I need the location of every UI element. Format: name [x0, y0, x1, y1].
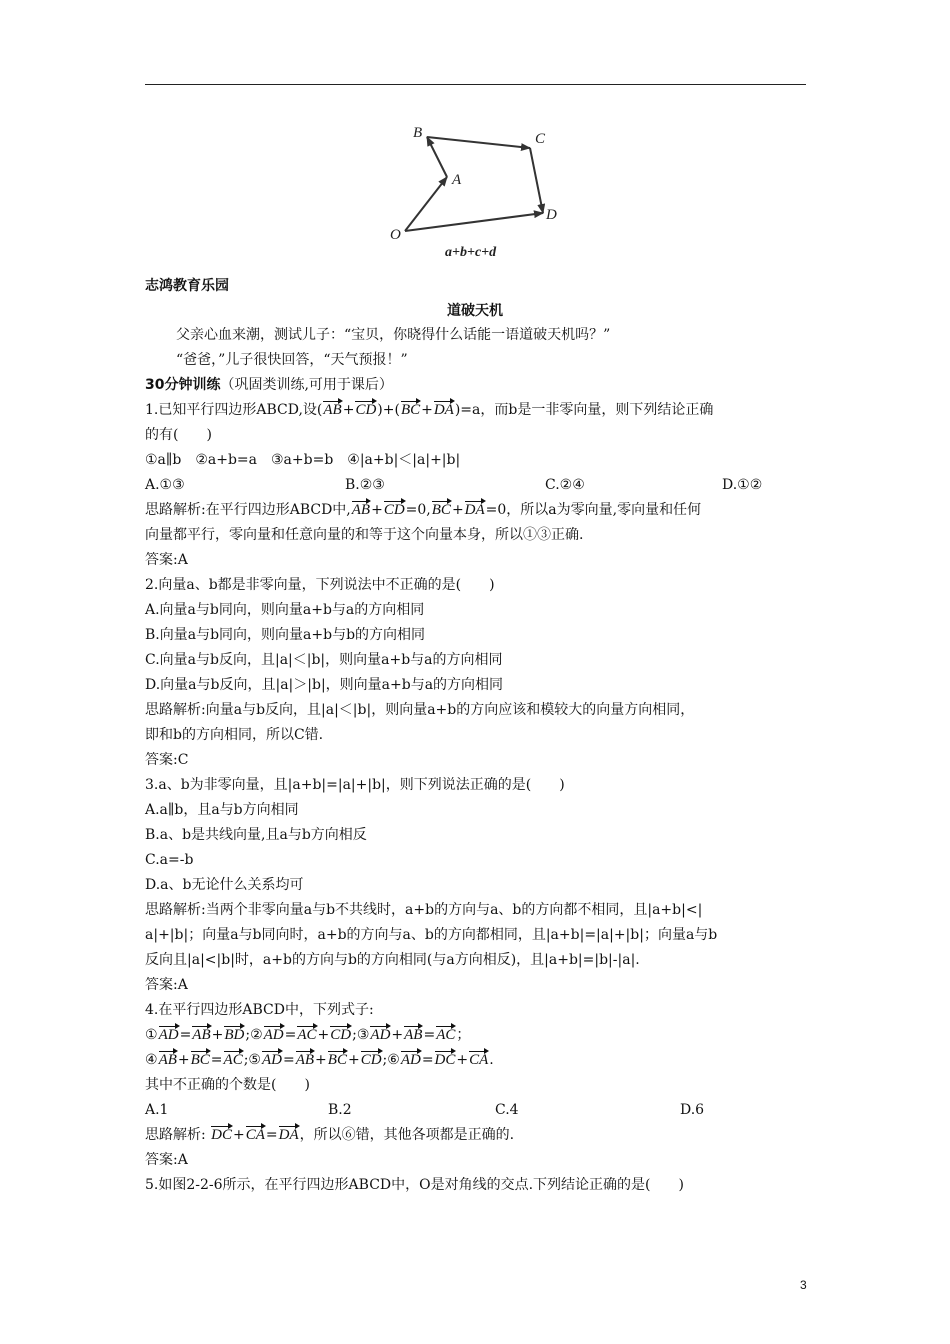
plus-sign: + [451, 502, 464, 518]
section-title: 30分钟训练 [145, 377, 221, 393]
q2-analysis-1: 思路解析:向量a与b反向，且|a|＜|b|，则向量a+b的方向应该和模较大的向量方向相同， [145, 702, 695, 718]
plus-sign: + [233, 1127, 245, 1143]
q1-stem-b: )=a，而b是一非零向量，则下列结论正确 [454, 402, 714, 418]
joke-title: 道破天机 [447, 303, 503, 319]
q1-option-d: D.①② [722, 477, 763, 493]
q4-analysis [145, 1125, 514, 1145]
marker-6: ;⑥ [382, 1052, 400, 1068]
joke-line-1: 父亲心血来潮，测试儿子：“宝贝，你晓得什么话能一语道破天机吗？” [176, 327, 611, 343]
vec-bc: BC [190, 1052, 210, 1068]
vec-ad: AD [263, 1027, 284, 1043]
q4-answer: 答案:A [145, 1152, 188, 1168]
vec-cd: CD [330, 1027, 352, 1043]
vec-ab: AB [351, 502, 371, 518]
vec-cd: CD [355, 402, 377, 418]
row-end: . [489, 1052, 494, 1068]
q2-option-c: C.向量a与b反向，且|a|＜|b|，则向量a+b与a的方向相同 [145, 652, 503, 668]
plus-sign: + [421, 402, 433, 418]
header-rule [145, 84, 806, 85]
vec-bc: BC [431, 502, 451, 518]
vec-ab: AB [295, 1052, 315, 1068]
q1-analysis-c: =0，所以a为零向量,零向量和任何 [485, 502, 702, 518]
row-end: ； [456, 1027, 471, 1043]
q4-stem: 4.在平行四边形ABCD中，下列式子: [145, 1002, 374, 1018]
q1-analysis-a: 思路解析:在平行四边形ABCD中, [145, 502, 351, 518]
vec-bc: BC [327, 1052, 347, 1068]
vec-ab: AB [404, 1027, 423, 1043]
q2-option-a: A.向量a与b同向，则向量a+b与a的方向相同 [145, 602, 425, 618]
q1-option-c: C.②④ [545, 477, 585, 493]
vec-dc: DC [211, 1127, 233, 1143]
q3-option-d: D.a、b无论什么关系均可 [145, 877, 304, 893]
equals-sign: = [421, 1052, 434, 1068]
marker-2: ;② [245, 1027, 263, 1043]
label-c: C [535, 131, 546, 147]
q4-count-question: 其中不正确的个数是( ) [145, 1077, 310, 1093]
vec-ac: AC [297, 1027, 317, 1043]
q1-analysis-b: =0, [405, 502, 431, 518]
vec-da: DA [433, 402, 454, 418]
q5-stem: 5.如图2-2-6所示，在平行四边形ABCD中，O是对角线的交点.下列结论正确的是( ) [145, 1177, 684, 1193]
plus-sign: + [347, 1052, 360, 1068]
section-heading [145, 375, 393, 395]
vec-ab: AB [158, 1052, 177, 1068]
vec-ad: AD [400, 1052, 421, 1068]
q3-answer: 答案:A [145, 977, 188, 993]
q1-analysis-1 [145, 500, 701, 520]
plus-sign: + [342, 402, 355, 418]
q3-stem: 3.a、b为非零向量，且|a+b|=|a|+|b|，则下列说法正确的是( ) [145, 777, 565, 793]
q1-stem-mid: )+( [377, 402, 400, 418]
vec-ad: AD [158, 1027, 179, 1043]
q3-option-a: A.a∥b，且a与b方向相同 [145, 802, 299, 818]
q2-option-b: B.向量a与b同向，则向量a+b与b的方向相同 [145, 627, 426, 643]
q1-option-b: B.②③ [345, 477, 385, 493]
q4-option-b: B.2 [328, 1102, 352, 1118]
vec-ca: CA [245, 1127, 265, 1143]
vector-sum-figure [375, 115, 575, 265]
vector-cd [530, 148, 543, 213]
vec-bc: BC [400, 402, 421, 418]
plus-sign: + [211, 1027, 224, 1043]
equals-sign: = [265, 1127, 278, 1143]
vector-bc [427, 137, 530, 148]
q2-stem: 2.向量a、b都是非零向量，下列说法中不正确的是( ) [145, 577, 495, 593]
plus-sign: + [315, 1052, 327, 1068]
q3-analysis-2: a|+|b|；向量a与b同向时，a+b的方向与a、b的方向都相同，且|a+b|=|a|+|b|；向量a与b [145, 927, 718, 943]
q2-analysis-2: 即和b的方向相同，所以C错. [145, 727, 324, 743]
vec-cd: CD [360, 1052, 382, 1068]
plus-sign: + [456, 1052, 469, 1068]
equals-sign: = [179, 1027, 192, 1043]
q1-statements: ①a∥b ②a+b=a ③a+b=b ④|a+b|＜|a|+|b| [145, 452, 461, 468]
vec-cd: CD [383, 502, 405, 518]
q1-stem-c: 的有( ) [145, 427, 212, 443]
plus-sign: + [371, 502, 383, 518]
q3-analysis-3: 反向且|a|<|b|时，a+b的方向与b的方向相同(与a方向相反)，且|a+b|=|b|-|a|. [145, 952, 640, 968]
vec-ca: CA [469, 1052, 489, 1068]
marker-4: ④ [145, 1052, 158, 1068]
q1-stem [145, 400, 713, 420]
vec-bd: BD [224, 1027, 245, 1043]
label-a: A [452, 172, 462, 188]
q4-formula-row-1 [145, 1025, 470, 1045]
q3-option-c: C.a=-b [145, 852, 194, 868]
q4-option-c: C.4 [495, 1102, 519, 1118]
equals-sign: = [282, 1052, 295, 1068]
vec-da: DA [278, 1127, 299, 1143]
q1-analysis-2: 向量都平行，零向量和任意向量的和等于这个向量本身，所以①③正确. [145, 527, 584, 543]
q1-answer: 答案:A [145, 552, 188, 568]
site-header: 志鸿教育乐园 [145, 278, 229, 294]
q3-analysis-1: 思路解析:当两个非零向量a与b不共线时，a+b的方向与a、b的方向都不相同，且|a+b|<| [145, 902, 703, 918]
q3-option-b: B.a、b是共线向量,且a与b方向相反 [145, 827, 367, 843]
vector-od [405, 213, 543, 231]
vec-ab: AB [323, 402, 342, 418]
vec-da: DA [464, 502, 485, 518]
vec-dc: DC [434, 1052, 456, 1068]
vec-ac: AC [436, 1027, 456, 1043]
q4-analysis-b: ，所以⑥错，其他各项都是正确的. [299, 1127, 515, 1143]
q4-formula-row-2 [145, 1050, 494, 1070]
marker-3: ;③ [352, 1027, 370, 1043]
equals-sign: = [210, 1052, 223, 1068]
vec-ad: AD [370, 1027, 391, 1043]
q4-option-a: A.1 [145, 1102, 169, 1118]
marker-5: ;⑤ [243, 1052, 261, 1068]
label-o: O [390, 227, 401, 243]
q2-answer: 答案:C [145, 752, 189, 768]
plus-sign: + [391, 1027, 404, 1043]
q1-option-a: A.①③ [145, 477, 185, 493]
figure-caption: a+b+c+d [445, 245, 497, 260]
vector-oa [405, 177, 447, 231]
vec-ac: AC [223, 1052, 243, 1068]
label-d: D [546, 207, 557, 223]
plus-sign: + [317, 1027, 330, 1043]
equals-sign: = [423, 1027, 436, 1043]
joke-line-2: “爸爸，”儿子很快回答，“天气预报！” [176, 352, 408, 368]
page-number: 3 [800, 1278, 807, 1292]
q4-option-d: D.6 [680, 1102, 705, 1118]
vec-ad: AD [261, 1052, 282, 1068]
section-note: （巩固类训练,可用于课后） [220, 377, 393, 393]
q1-stem-a: 1.已知平行四边形ABCD,设( [145, 402, 323, 418]
label-b: B [413, 125, 423, 141]
vector-ab [427, 137, 447, 177]
vec-ab: AB [192, 1027, 211, 1043]
q2-option-d: D.向量a与b反向，且|a|＞|b|，则向量a+b与a的方向相同 [145, 677, 504, 693]
equals-sign: = [284, 1027, 297, 1043]
plus-sign: + [177, 1052, 190, 1068]
q4-analysis-a: 思路解析: [145, 1127, 211, 1143]
marker-1: ① [145, 1027, 158, 1043]
